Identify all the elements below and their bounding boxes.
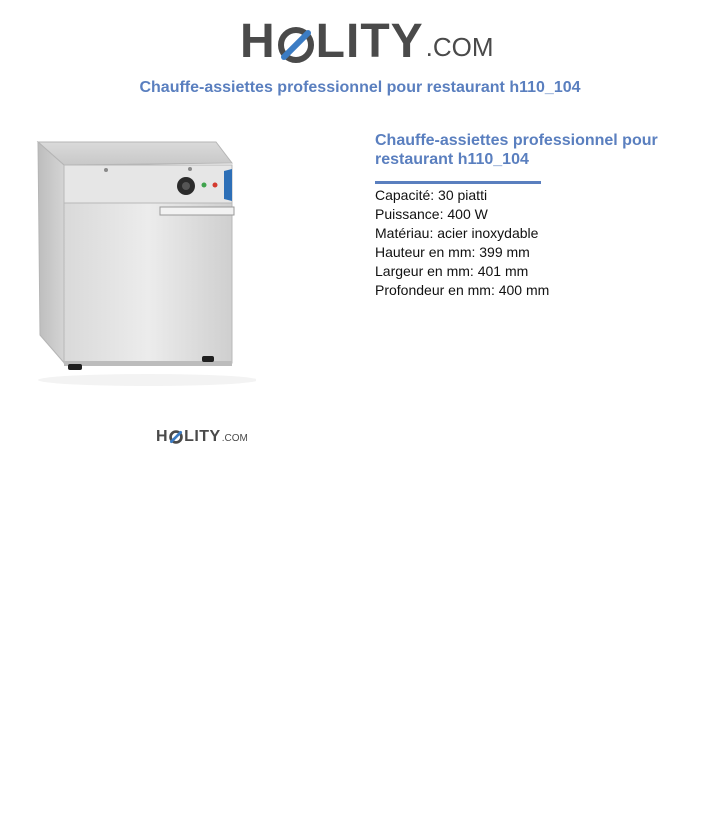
logo-dotcom: .COM <box>425 32 494 62</box>
spec-height: Hauteur en mm: 399 mm <box>375 244 530 260</box>
logo-letters-lity: LITY <box>315 15 424 68</box>
logo-o-icon <box>278 24 314 60</box>
holity-logo[interactable] <box>240 10 494 66</box>
spec-depth: Profondeur en mm: 400 mm <box>375 282 550 298</box>
spec-material: Matériau: acier inoxydable <box>375 225 539 241</box>
spec-power: Puissance: 400 W <box>375 206 488 222</box>
product-details <box>375 131 695 300</box>
logo-small-wordmark <box>156 428 221 446</box>
spec-width: Largeur en mm: 401 mm <box>375 263 529 279</box>
product-image <box>20 125 256 395</box>
logo-small-o-icon <box>169 430 183 444</box>
spec-list <box>375 186 695 300</box>
logo-wordmark <box>240 15 424 68</box>
logo-letter-h: H <box>240 15 276 68</box>
logo-small-letter-h: H <box>156 428 169 445</box>
logo-small-dotcom: .COM <box>221 433 248 444</box>
product-title: Chauffe-assiettes professionnel pour restaurant h110_104 <box>375 132 658 168</box>
holity-logo-small <box>156 428 248 446</box>
page-title: Chauffe-assiettes professionnel pour restaurant h110_104 <box>139 79 581 96</box>
logo-small-letters-lity: LITY <box>184 428 221 445</box>
title-divider <box>375 181 541 184</box>
spec-capacity: Capacité: 30 piatti <box>375 187 488 203</box>
